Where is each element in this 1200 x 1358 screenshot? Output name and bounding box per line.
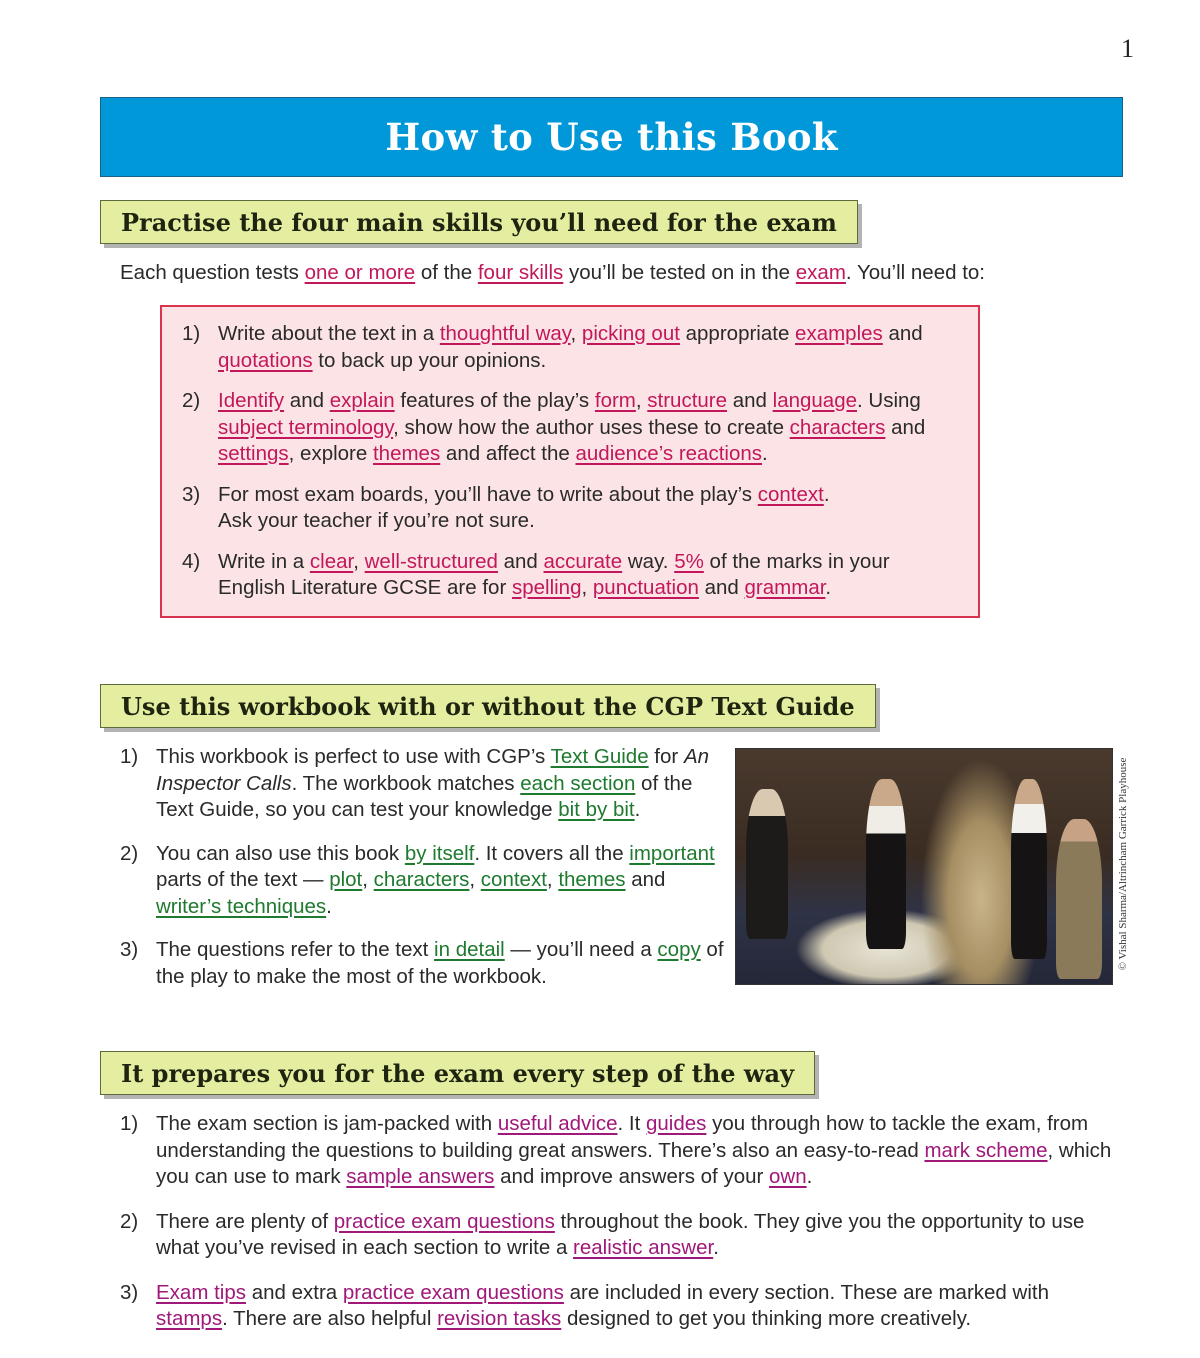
text-run: Write about the text in a [218, 322, 440, 345]
key-term: quotations [218, 348, 313, 372]
key-term: by itself [404, 841, 475, 865]
text-run: An Inspector Calls [156, 745, 710, 795]
text-run: of the [415, 261, 478, 284]
text-run: For most exam boards, you’ll have to write about the play’s [218, 482, 758, 506]
list-text [156, 937, 730, 990]
list-text [156, 1111, 1120, 1191]
key-term: useful advice [497, 1112, 618, 1135]
list-item [120, 1209, 1120, 1262]
list-item [182, 321, 960, 374]
title-banner [100, 97, 1123, 177]
text-run: . Using [857, 389, 921, 412]
exam-prep-list [120, 1111, 1120, 1351]
text-run: you through how to tackle the exam, from understanding the questions to building great answers. There’s also an easy-to-read [156, 1112, 1089, 1162]
text-run: and affect the [440, 442, 576, 465]
photo-figure [866, 779, 906, 949]
list-item [120, 1111, 1120, 1191]
text-run: , [362, 868, 374, 891]
list-number: 2) [120, 841, 139, 865]
text-run: and extra [246, 1280, 343, 1304]
text-run: . [762, 442, 768, 465]
key-term: themes [558, 868, 626, 891]
key-term: examples [795, 322, 883, 345]
key-term: guides [645, 1112, 707, 1135]
key-term: sample answers [346, 1165, 495, 1188]
key-term: realistic answer [573, 1236, 714, 1259]
text-run: and [882, 322, 923, 345]
text-run: , [546, 868, 559, 891]
key-term: grammar [744, 576, 826, 599]
text-run: are included in every section. These are marked with [563, 1280, 1049, 1304]
photo-credit [1114, 740, 1132, 988]
section-header-skills [100, 200, 858, 244]
text-run: You can also use this book [156, 841, 405, 865]
list-text [156, 841, 730, 921]
section-header-exam [100, 1051, 815, 1095]
key-term: accurate [543, 549, 623, 573]
skills-box [160, 305, 980, 618]
intro-paragraph [120, 260, 985, 287]
text-run: , [469, 868, 481, 891]
text-run: . [326, 894, 332, 918]
key-term: form [594, 389, 636, 412]
text-run: appropriate [679, 322, 796, 345]
key-term: clear [309, 549, 354, 573]
key-term: plot [329, 868, 363, 891]
key-term: each section [520, 771, 636, 795]
list-item [182, 549, 960, 602]
list-text [156, 1209, 1120, 1262]
text-run: The exam section is jam-packed with [156, 1112, 498, 1135]
key-term: copy [657, 938, 701, 961]
key-term: subject terminology [218, 415, 394, 439]
key-term: Exam tips [156, 1280, 246, 1304]
text-run: . [634, 798, 641, 821]
text-run: — you’ll need a [504, 938, 658, 961]
list-text [218, 321, 960, 374]
text-run: features of the play’s [394, 389, 595, 412]
photo-figure [1011, 779, 1047, 959]
key-term: thoughtful way [439, 322, 571, 345]
list-text [156, 744, 730, 824]
text-run: . It [617, 1112, 646, 1135]
text-run: to back up your opinions. [312, 348, 547, 372]
text-run: . [825, 576, 832, 599]
text-run: way. [622, 549, 675, 573]
key-term: spelling [511, 576, 582, 599]
list-item [120, 841, 730, 921]
list-number: 2) [120, 1209, 139, 1233]
key-term: writer’s techniques [156, 894, 327, 918]
text-run: of the Text Guide, so you can test your knowledge [156, 771, 693, 821]
section-title-skills: Practise the four main skills you’ll need for the exam [121, 207, 837, 237]
skills-list [182, 321, 960, 602]
text-run: , [570, 322, 582, 345]
text-run: parts of the text — [156, 868, 330, 891]
text-run: . [823, 482, 830, 506]
key-term: stamps [156, 1307, 223, 1330]
text-run: Each question tests [120, 261, 305, 284]
text-run: for [648, 745, 684, 768]
list-item [120, 1280, 1120, 1333]
text-run: and [497, 549, 544, 573]
play-photo [735, 748, 1113, 985]
key-term: settings [218, 442, 289, 465]
text-run: you’ll be tested on in the [563, 261, 796, 284]
text-run: of the marks in your English Literature GCSE are for [218, 549, 890, 599]
text-run: and [698, 576, 745, 599]
text-run: , [581, 576, 593, 599]
key-term: practice exam questions [333, 1209, 555, 1233]
text-run: . [713, 1236, 719, 1259]
text-run: There are plenty of [156, 1209, 334, 1233]
text-run: and [284, 389, 330, 412]
key-term: exam [795, 261, 846, 284]
page-title: How to Use this Book [385, 115, 838, 159]
list-number: 4) [182, 549, 201, 573]
list-number: 1) [120, 745, 139, 768]
list-item [120, 937, 730, 990]
key-term: revision tasks [437, 1307, 562, 1330]
section-title-workbook: Use this workbook with or without the CGP Text Guide [121, 691, 855, 721]
key-term: structure [647, 389, 728, 412]
photo-figure [746, 789, 788, 939]
key-term: bit by bit [558, 798, 635, 821]
text-run: . There are also helpful [222, 1307, 438, 1330]
key-term: punctuation [592, 576, 699, 599]
workbook-list [120, 744, 730, 1007]
key-term: picking out [581, 322, 680, 345]
list-number: 1) [120, 1112, 139, 1135]
key-term: audience’s reactions [575, 442, 763, 465]
text-run: Write in a [218, 549, 310, 573]
key-term: explain [329, 389, 395, 412]
key-term: themes [372, 442, 441, 465]
text-run: . The workbook matches [291, 771, 521, 795]
list-number: 3) [120, 1280, 139, 1304]
list-number: 2) [182, 389, 201, 412]
text-run: The questions refer to the text [156, 938, 435, 961]
key-term: context [757, 482, 824, 506]
list-text [156, 1280, 1120, 1333]
text-run: . [806, 1165, 813, 1188]
list-item [182, 388, 960, 468]
list-number: 3) [182, 482, 201, 506]
photo-credit-text: © Vishal Sharma/Altrincham Garrick Playhouse [1117, 757, 1129, 971]
text-run: Ask your teacher if you’re not sure. [218, 509, 535, 532]
key-term: Text Guide [550, 745, 649, 768]
list-item [182, 482, 960, 535]
text-run: of the play to make the most of the workbook. [156, 938, 724, 988]
key-term: language [772, 389, 858, 412]
key-term: important [629, 841, 715, 865]
section-title-exam: It prepares you for the exam every step of the way [121, 1058, 795, 1088]
text-run: This workbook is perfect to use with CGP’s [156, 745, 551, 768]
key-term: own [769, 1165, 807, 1188]
text-run: , which you can use to mark [156, 1138, 1112, 1188]
list-text [218, 482, 960, 535]
list-number: 1) [182, 322, 201, 345]
text-run: . You’ll need to: [845, 261, 985, 284]
text-run: throughout the book. They give you the opportunity to use what you’ve revised in each section to write a [156, 1209, 1085, 1259]
key-term: mark scheme [924, 1138, 1048, 1162]
list-text [218, 549, 960, 602]
key-term: context [480, 868, 547, 891]
text-run: . It covers all the [474, 841, 630, 865]
text-run: and [727, 389, 773, 412]
photo-figure [1056, 819, 1102, 979]
text-run: and [885, 415, 926, 439]
key-term: 5% [674, 549, 704, 573]
key-term: four skills [477, 261, 564, 284]
text-run: designed to get you thinking more creatively. [561, 1307, 972, 1330]
list-item [120, 744, 730, 824]
key-term: characters [789, 415, 886, 439]
key-term: characters [373, 868, 470, 891]
text-run: , [635, 389, 648, 412]
key-term: Identify [218, 389, 285, 412]
key-term: well-structured [364, 549, 498, 573]
key-term: in detail [434, 938, 505, 961]
list-number: 3) [120, 938, 139, 961]
text-run: , explore [288, 442, 373, 465]
text-run: , show how the author uses these to create [393, 415, 790, 439]
key-term: practice exam questions [342, 1280, 564, 1304]
text-run: and improve answers of your [494, 1165, 770, 1188]
section-header-workbook [100, 684, 876, 728]
text-run: and [625, 868, 666, 891]
key-term: one or more [304, 261, 416, 284]
page-number: 1 [1121, 34, 1134, 63]
list-text [218, 388, 960, 468]
text-run: , [353, 549, 365, 573]
